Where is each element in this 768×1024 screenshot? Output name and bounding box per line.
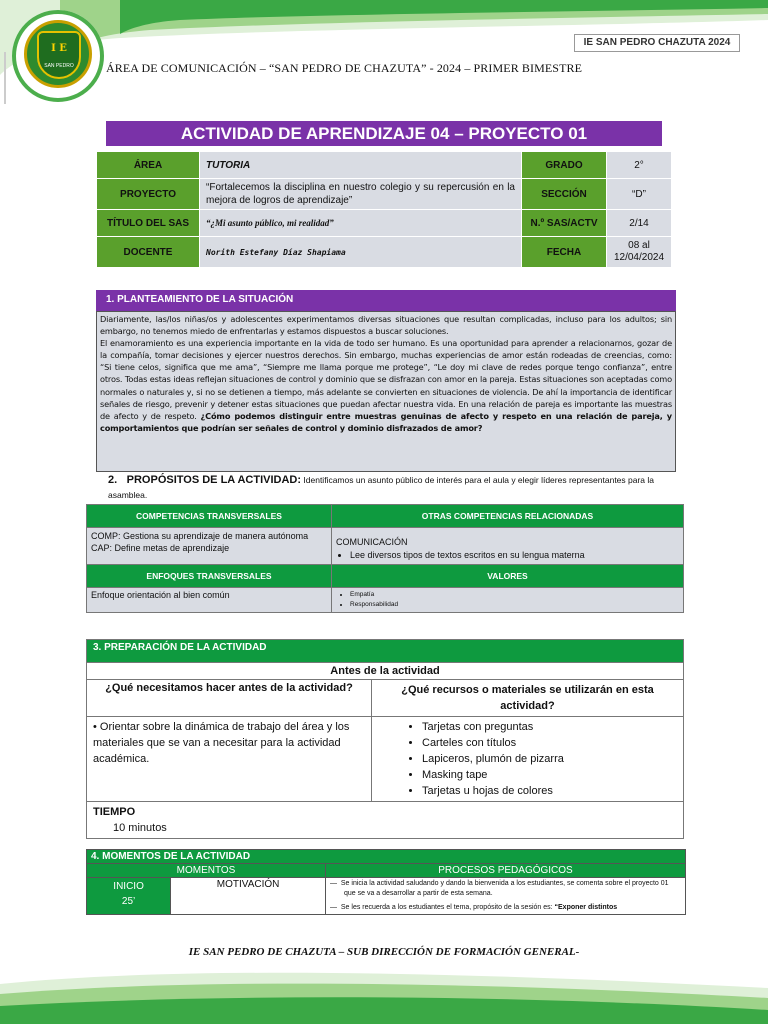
proceso-text-2: Se les recuerda a los estudiantes el tema, propósito de la sesión es:	[340, 904, 555, 911]
titulo-label: TÍTULO DEL SAS	[97, 210, 200, 237]
activity-title: ACTIVIDAD DE APRENDIZAJE 04 – PROYECTO 01	[106, 121, 662, 146]
proyecto-label: PROYECTO	[97, 179, 200, 210]
procesos-header: PROCESOS PEDAGÓGICOS	[326, 864, 686, 878]
school-logo	[24, 20, 92, 88]
logo-letters: I E	[51, 43, 67, 54]
capacidad-text: CAP: Define metas de aprendizaje	[91, 543, 230, 553]
inicio-time: 25’	[121, 896, 136, 907]
grado-label: GRADO	[522, 152, 607, 179]
tiempo-label: TIEMPO	[93, 806, 136, 818]
situation-text	[96, 311, 676, 472]
preparation-table: 3. PREPARACIÓN DE LA ACTIVIDAD Antes de la actividad ¿Qué necesitamos hacer antes de la actividad? ¿Qué recursos o materiales se utilizarán en esta actividad? • Orientar sobre la dinámica de trabajo del área y los materiales que se van a necesitar para la actividad académica. • Tarjetas con preguntas • Carteles con títulos • Lapiceros, plumón de pizarra • Masking tape • Tarjetas u hojas de colores TIEMPO 10 minutos	[86, 639, 684, 839]
preparation-answer: Orientar sobre la dinámica de trabajo del área y los materiales que se van a necesitar para la actividad académica.	[93, 721, 350, 765]
purpose-text: Identificamos un asunto público de interés para el aula y elegir líderes representantes para la asamblea.	[108, 475, 655, 500]
nsas-label: N.º SAS/ACTV	[522, 210, 607, 237]
question-materials: ¿Qué recursos o materiales se utilizarán en esta actividad?	[372, 680, 684, 717]
enfoques-header: ENFOQUES TRANSVERSALES	[87, 565, 332, 588]
shield-emblem	[37, 31, 81, 79]
brand-label: IE SAN PEDRO CHAZUTA 2024	[574, 34, 740, 52]
document-subtitle: ÁREA DE COMUNICACIÓN – “SAN PEDRO DE CHAZUTA” - 2024 – PRIMER BIMESTRE	[106, 61, 583, 75]
proceso-text-1: Se inicia la actividad saludando y dando la bienvenida a los estudiantes, se comenta sobre el proyecto 01 que se va a desarrollar a partir de esta semana.	[340, 880, 669, 897]
logo-caption: SAN PEDRO	[44, 63, 74, 69]
info-table	[96, 151, 672, 268]
situation-paragraph-2: El enamoramiento es una experiencia importante en la vida de todo ser humano. Es una oportunidad para aprender a relacionarnos, gozar de la compañía, tomar decisiones y ejercer nuestros derechos. Sin embargo, muchas experiencias de amor están rodeadas de creencias, como: “Si tiene celos, significa que me ama”, “Siempre me llama porque me protege”, “Le doy mi clave de redes porque tengo confianza”, entre otros. Todas estas ideas reflejan situaciones de control y dominio que se disfrazan con amor en la pareja. Estas situaciones son aceptadas como normales o naturales y, si no se detienen a tiempo, más adelante se convierten en situaciones de violencia. De ahí la importancia de identificar señales de riesgo, prevenir y detener estas situaciones que puedan afectar nuestra vida. En una relación de pareja es importante las muestras de afecto y de respeto.	[100, 338, 672, 421]
grado-value: 2°	[607, 152, 672, 179]
purpose-label: PROPÓSITOS DE LA ACTIVIDAD:	[126, 474, 302, 486]
left-rule	[4, 52, 6, 104]
material-item: • Tarjetas u hojas de colores	[422, 783, 677, 799]
material-item: • Tarjetas con preguntas	[422, 719, 677, 735]
fecha-label: FECHA	[522, 237, 607, 268]
area-value: TUTORIA	[200, 152, 522, 179]
footer-text: IE SAN PEDRO DE CHAZUTA – SUB DIRECCIÓN DE FORMACIÓN GENERAL-	[188, 946, 580, 958]
material-item: • Masking tape	[422, 767, 677, 783]
purpose-number: 2.	[108, 474, 118, 486]
section4-heading: 4. MOMENTOS DE LA ACTIVIDAD	[87, 850, 686, 864]
enfoque-text: Enfoque orientación al bien común	[87, 588, 332, 613]
valor-item: • Empatía	[350, 590, 679, 600]
otras-competencias-header: OTRAS COMPETENCIAS RELACIONADAS	[332, 505, 684, 528]
otras-title: COMUNICACIÓN	[336, 537, 408, 547]
seccion-value: “D”	[607, 179, 672, 210]
docente-value: Norith Estefany Díaz Shapiama	[200, 237, 522, 268]
nsas-value: 2/14	[607, 210, 672, 237]
competencias-header: COMPETENCIAS TRANSVERSALES	[87, 505, 332, 528]
header-wave	[0, 0, 768, 110]
competencia-text: COMP: Gestiona su aprendizaje de manera autónoma	[91, 531, 309, 541]
fecha-value: 08 al 12/04/2024	[607, 237, 672, 268]
purpose-block	[108, 473, 688, 503]
docente-label: DOCENTE	[97, 237, 200, 268]
section1-heading: 1. PLANTEAMIENTO DE LA SITUACIÓN	[96, 290, 676, 311]
material-item: • Carteles con títulos	[422, 735, 677, 751]
momentos-header: MOMENTOS	[87, 864, 326, 878]
section3-heading: 3. PREPARACIÓN DE LA ACTIVIDAD	[87, 640, 684, 663]
competencias-table	[86, 504, 684, 613]
tiempo-value: 10 minutos	[113, 822, 167, 834]
valores-header: VALORES	[332, 565, 684, 588]
valor-item: • Responsabilidad	[350, 600, 679, 610]
titulo-value: “¿Mi asunto público, mi realidad”	[200, 210, 522, 237]
momentos-table: 4. MOMENTOS DE LA ACTIVIDAD MOMENTOS PROCESOS PEDAGÓGICOS INICIO 25’ MOTIVACIÓN — Se inicia la actividad saludando y dando la bienvenida a los estudiantes, se comenta sobre el proyecto 01 que se va a desarrollar a partir de esta semana. — Se les recuerda a los estudiantes el tema, propósito de la sesión es: “Exponer distintos	[86, 849, 686, 915]
inicio-label: INICIO	[113, 881, 144, 892]
proyecto-value: “Fortalecemos la disciplina en nuestro colegio y su repercusión en la mejora de logros de aprendizaje”	[200, 179, 522, 210]
antes-label: Antes de la actividad	[87, 663, 684, 680]
seccion-label: SECCIÓN	[522, 179, 607, 210]
footer-wave	[0, 964, 768, 1024]
situation-question: ¿Cómo podemos distinguir entre muestras genuinas de afecto y respeto en una relación de pareja, y comportamientos que podrían ser señales de control y dominio disfrazados de amor?	[100, 410, 672, 433]
situation-paragraph-1: Diariamente, las/los niñas/os y adolescentes experimentamos diversas situaciones que resultan complicadas, incluso para los adultos; sin embargo, no tenemos miedo de enfrentarlas y estamos dispuestos a buscar soluciones.	[100, 314, 672, 337]
area-label: ÁREA	[97, 152, 200, 179]
motivacion-label: MOTIVACIÓN	[171, 878, 326, 915]
otras-item: • Lee diversos tipos de textos escritos en su lengua materna	[350, 549, 679, 562]
proceso-text-2-bold: “Exponer distintos	[554, 904, 618, 911]
question-need: ¿Qué necesitamos hacer antes de la actividad?	[87, 680, 372, 717]
material-item: • Lapiceros, plumón de pizarra	[422, 751, 677, 767]
